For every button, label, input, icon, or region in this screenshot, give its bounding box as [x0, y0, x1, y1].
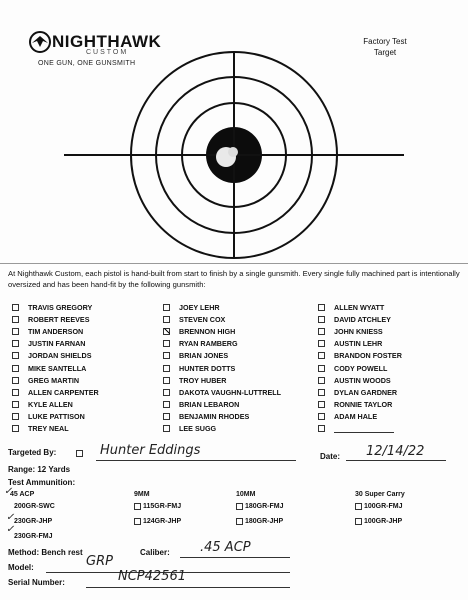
gunsmith-item[interactable]: AUSTIN WOODS: [318, 374, 402, 386]
gunsmith-item[interactable]: LEE SUGG: [163, 423, 281, 435]
bullet-hole-edge: [228, 147, 238, 157]
gunsmith-column-1: [12, 301, 99, 435]
gunsmith-item[interactable]: GREG MARTIN: [12, 374, 99, 386]
ammo-option-115gr-fmj[interactable]: 115GR-FMJ: [134, 503, 181, 510]
gunsmith-item[interactable]: JUSTIN FARNAN: [12, 338, 99, 350]
check-mark-45acp: ✓: [4, 486, 13, 497]
checkbox[interactable]: [355, 503, 362, 510]
checkbox[interactable]: [318, 377, 325, 384]
checkbox[interactable]: [236, 518, 243, 525]
checkbox[interactable]: [134, 503, 141, 510]
gunsmith-item[interactable]: BRIAN JONES: [163, 350, 281, 362]
gunsmith-item[interactable]: BENJAMIN RHODES: [163, 411, 281, 423]
checkbox[interactable]: [163, 425, 170, 432]
test-ammo-label: Test Ammunition:: [8, 478, 76, 487]
brand-tagline: ONE GUN, ONE GUNSMITH: [38, 60, 136, 67]
gunsmith-item-selected[interactable]: BRENNON HIGH: [163, 325, 281, 337]
gunsmith-item[interactable]: BRANDON FOSTER: [318, 350, 402, 362]
gunsmith-item[interactable]: JOHN KNIESS: [318, 325, 402, 337]
checkbox[interactable]: [12, 328, 19, 335]
caliber-value[interactable]: .45 ACP: [200, 540, 251, 555]
checkbox[interactable]: [12, 340, 19, 347]
gunsmith-item[interactable]: HUNTER DOTTS: [163, 362, 281, 374]
ammo-header-30super: 30 Super Carry: [355, 491, 405, 498]
checkbox[interactable]: [134, 518, 141, 525]
date-label: Date:: [320, 452, 341, 461]
targeted-by-label: Targeted By:: [8, 448, 57, 457]
gunsmith-item[interactable]: DAVID ATCHLEY: [318, 313, 402, 325]
ammo-option-124gr-jhp[interactable]: 124GR-JHP: [134, 518, 181, 525]
checkbox[interactable]: [318, 316, 325, 323]
gunsmith-item[interactable]: AUSTIN LEHR: [318, 338, 402, 350]
checkbox[interactable]: [12, 304, 19, 311]
doc-title-line1: Factory Test: [363, 37, 407, 46]
checkbox-checked[interactable]: [163, 328, 170, 335]
bullseye-target: [0, 0, 468, 262]
ammo-option-200gr-swc[interactable]: 200GR-SWC: [14, 503, 55, 510]
checkbox[interactable]: [12, 377, 19, 384]
ammo-option-180gr-jhp[interactable]: 180GR-JHP: [236, 518, 283, 525]
ammo-header-9mm: 9MM: [134, 491, 150, 498]
gunsmith-item[interactable]: LUKE PATTISON: [12, 411, 99, 423]
gunsmith-item[interactable]: KYLE ALLEN: [12, 399, 99, 411]
checkbox[interactable]: [12, 352, 19, 359]
gunsmith-item[interactable]: ROBERT REEVES: [12, 313, 99, 325]
gunsmith-item[interactable]: MIKE SANTELLA: [12, 362, 99, 374]
checkbox[interactable]: [163, 365, 170, 372]
checkbox[interactable]: [163, 304, 170, 311]
checkbox[interactable]: [318, 389, 325, 396]
caliber-line: [180, 557, 290, 558]
serial-value[interactable]: NCP42561: [118, 569, 186, 584]
gunsmith-item[interactable]: TREY NEAL: [12, 423, 99, 435]
model-value[interactable]: GRP: [86, 554, 113, 569]
ammo-option-100gr-jhp[interactable]: 100GR-JHP: [355, 518, 402, 525]
checkbox[interactable]: [163, 352, 170, 359]
gunsmith-column-2: [163, 301, 281, 435]
gunsmith-item[interactable]: JOEY LEHR: [163, 301, 281, 313]
checkbox[interactable]: [163, 389, 170, 396]
gunsmith-item[interactable]: ALLEN WYATT: [318, 301, 402, 313]
gunsmith-item[interactable]: RYAN RAMBERG: [163, 338, 281, 350]
serial-label: Serial Number:: [8, 578, 65, 587]
intro-text: At Nighthawk Custom, each pistol is hand-built from start to finish by a single gunsmith. Every single fully machined part is intentionally oversized and has been hand-fit by the following gunsmith:: [8, 269, 460, 289]
brand-sub: CUSTOM: [86, 49, 129, 56]
checkbox[interactable]: [318, 304, 325, 311]
checkbox[interactable]: [236, 503, 243, 510]
checkbox[interactable]: [318, 425, 325, 432]
checkbox[interactable]: [12, 413, 19, 420]
blank-name-line[interactable]: [334, 424, 394, 433]
method-label: Method: Bench rest: [8, 548, 83, 557]
ammo-option-180gr-fmj[interactable]: 180GR-FMJ: [236, 503, 284, 510]
range-label: Range: 12 Yards: [8, 465, 71, 474]
checkbox[interactable]: [12, 316, 19, 323]
checkbox[interactable]: [163, 340, 170, 347]
checkbox[interactable]: [12, 425, 19, 432]
brand-name: NIGHTHAWK: [52, 32, 162, 51]
check-mark-230jhp: ✓: [6, 512, 15, 523]
ammo-header-45acp: 45 ACP: [10, 491, 35, 498]
gunsmith-item[interactable]: ADAM HALE: [318, 411, 402, 423]
targeted-by-line: [96, 460, 296, 461]
ammo-option-230gr-jhp[interactable]: 230GR-JHP: [14, 518, 53, 525]
date-line: [346, 460, 446, 461]
serial-line: [86, 587, 290, 588]
checkbox[interactable]: [318, 365, 325, 372]
checkbox[interactable]: [318, 340, 325, 347]
gunsmith-item[interactable]: STEVEN COX: [163, 313, 281, 325]
targeted-by-checkbox[interactable]: [76, 450, 83, 457]
gunsmith-item[interactable]: ALLEN CARPENTER: [12, 386, 99, 398]
checkbox[interactable]: [12, 389, 19, 396]
checkbox[interactable]: [318, 328, 325, 335]
gunsmith-item[interactable]: TIM ANDERSON: [12, 325, 99, 337]
check-mark-230fmj: ✓: [6, 524, 15, 535]
gunsmith-item[interactable]: CODY POWELL: [318, 362, 402, 374]
model-label: Model:: [8, 563, 34, 572]
targeted-by-value[interactable]: Hunter Eddings: [100, 443, 201, 458]
gunsmith-item[interactable]: DAKOTA VAUGHN-LUTTRELL: [163, 386, 281, 398]
gunsmith-item[interactable]: BRIAN LEBARON: [163, 399, 281, 411]
ammo-header-10mm: 10MM: [236, 491, 256, 498]
checkbox[interactable]: [318, 413, 325, 420]
checkbox[interactable]: [318, 401, 325, 408]
ammo-option-100gr-fmj[interactable]: 100GR-FMJ: [355, 503, 403, 510]
checkbox[interactable]: [318, 352, 325, 359]
gunsmith-item[interactable]: TROY HUBER: [163, 374, 281, 386]
date-value[interactable]: 12/14/22: [366, 444, 425, 459]
checkbox[interactable]: [163, 316, 170, 323]
gunsmith-item[interactable]: RONNIE TAYLOR: [318, 399, 402, 411]
checkbox[interactable]: [355, 518, 362, 525]
checkbox[interactable]: [12, 365, 19, 372]
checkbox[interactable]: [163, 401, 170, 408]
gunsmith-item-blank[interactable]: [318, 423, 402, 435]
section-divider: [0, 263, 468, 264]
gunsmith-column-3: [318, 301, 402, 435]
gunsmith-item[interactable]: JORDAN SHIELDS: [12, 350, 99, 362]
gunsmith-item[interactable]: DYLAN GARDNER: [318, 386, 402, 398]
gunsmith-item[interactable]: TRAVIS GREGORY: [12, 301, 99, 313]
checkbox[interactable]: [163, 377, 170, 384]
checkbox[interactable]: [163, 413, 170, 420]
doc-title-line2: Target: [373, 48, 397, 57]
ammo-option-230gr-fmj[interactable]: 230GR-FMJ: [14, 533, 53, 540]
caliber-label: Caliber:: [140, 548, 170, 557]
checkbox[interactable]: [12, 401, 19, 408]
